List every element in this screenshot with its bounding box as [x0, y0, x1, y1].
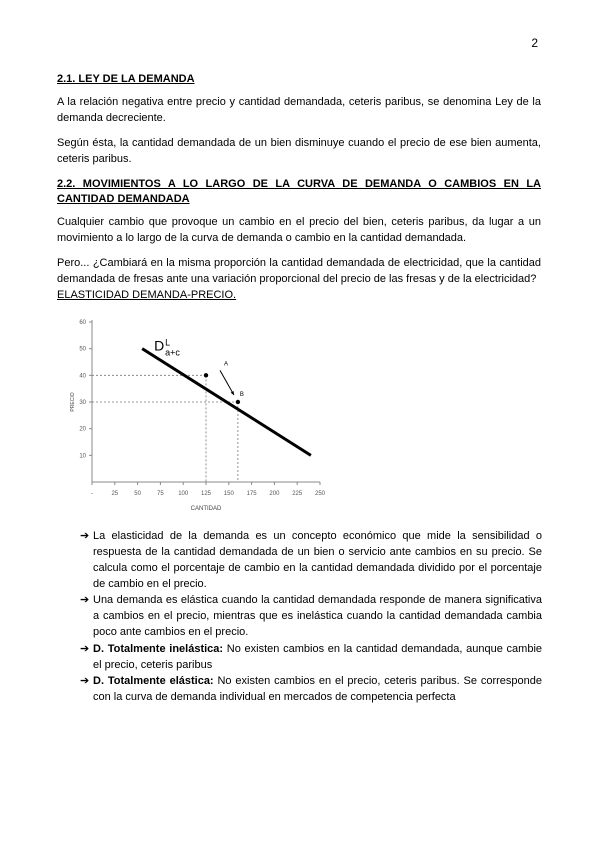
section-2-1-paragraph-1: A la relación negativa entre precio y cantidad demandada, ceteris paribus, se denomina Ley de la demanda decreciente. — [57, 96, 541, 124]
y-axis-label: PRECIO — [70, 392, 76, 412]
y-tick-label: 60 — [79, 320, 86, 326]
x-tick-label: 25 — [111, 491, 119, 497]
document-body — [57, 72, 541, 312]
section-2-1-title: 2.1. LEY DE LA DEMANDA — [57, 73, 195, 85]
demand-chart — [70, 312, 345, 512]
x-tick-label: 250 — [314, 491, 326, 497]
curve-label-superscript: L — [165, 337, 171, 348]
x-tick-label: 50 — [134, 491, 141, 497]
x-axis-label: CANTIDAD — [190, 506, 222, 512]
list-item: ➔ Una demanda es elástica cuando la cantidad demandada responde de manera significativa a cambios en el precio, mientras que es inelástica cuando la cantidad demandada cambia poco ante cambios en el precio. — [80, 594, 542, 638]
arrow-icon: ➔ — [80, 594, 90, 606]
bullet-list-2 — [80, 641, 542, 705]
curve-label-subscript: a+c — [165, 347, 180, 358]
section-2-2-question: Pero... ¿Cambiará en la misma proporción la cantidad demandada de electricidad, que la cantidad demandada de fresas ante una variación proporcional del precio de las fresas y de la electricidad? — [57, 257, 541, 285]
x-tick-label: 150 — [223, 491, 234, 497]
section-2-2-title: 2.2. MOVIMIENTOS A LO LARGO DE LA CURVA DE DEMANDA O CAMBIOS EN LA CANTIDAD DEMANDADA — [57, 178, 541, 205]
list-item: ➔ D. Totalmente elástica: No existen cambios en el precio, ceteris paribus. Se corresponde con la curva de demanda individual en mercados de competencia perfecta — [80, 675, 543, 703]
movement-arrow — [220, 370, 234, 395]
x-tick-label: 225 — [292, 491, 303, 497]
arrow-icon: ➔ — [80, 530, 90, 542]
elasticity-heading: ELASTICIDAD DEMANDA-PRECIO. — [57, 289, 237, 301]
x-tick-label: - — [91, 491, 93, 497]
y-tick-label: 40 — [79, 373, 86, 380]
bold-term: D. Totalmente inelástica: — [93, 643, 224, 655]
y-tick-label: 10 — [79, 453, 86, 460]
bullet-list-1 — [80, 528, 542, 640]
page-number: 2 — [531, 36, 538, 50]
chart-ticks — [70, 320, 326, 512]
y-tick-label: 20 — [79, 426, 86, 433]
chart-annotations — [154, 338, 244, 398]
bold-term: D. Totalmente elástica: — [93, 675, 214, 687]
x-tick-label: 175 — [246, 491, 257, 497]
point-B — [236, 400, 240, 404]
list-item: ➔ D. Totalmente inelástica: No existen cambios en la cantidad demandada, aunque cambie el precio, ceteris paribus — [80, 643, 542, 671]
point-label-B: B — [239, 392, 244, 398]
point-label-A: A — [224, 361, 229, 368]
arrow-icon: ➔ — [80, 643, 90, 655]
chart-gridlines — [92, 375, 238, 482]
x-tick-label: 100 — [178, 491, 189, 497]
y-tick-label: 30 — [79, 400, 86, 406]
point-A — [204, 373, 208, 377]
y-tick-label: 50 — [79, 346, 86, 353]
x-tick-label: 200 — [269, 491, 280, 497]
x-tick-label: 125 — [200, 491, 212, 497]
section-2-1-paragraph-2: Según ésta, la cantidad demandada de un bien disminuye cuando el precio de ese bien aumenta, ceteris paribus. — [57, 137, 541, 165]
curve-label: D — [154, 337, 165, 354]
section-2-2-paragraph-2 — [57, 255, 541, 303]
x-tick-label: 75 — [157, 491, 164, 497]
section-2-2-paragraph-1: Cualquier cambio que provoque un cambio en el precio del bien, ceteris paribus, da lugar a un movimiento a lo largo de la curva de demanda o cambio en la cantidad demandada. — [57, 216, 541, 244]
arrow-icon: ➔ — [80, 675, 90, 687]
list-item: ➔ La elasticidad de la demanda es un concepto económico que mide la sensibilidad o respuesta de la cantidad demandada de un bien o servicio ante cambios en su precio. Se calcula como el porcentaje de cambio en la cantidad demandada dividido por el porcentaje de cambio en el precio. — [80, 530, 542, 590]
